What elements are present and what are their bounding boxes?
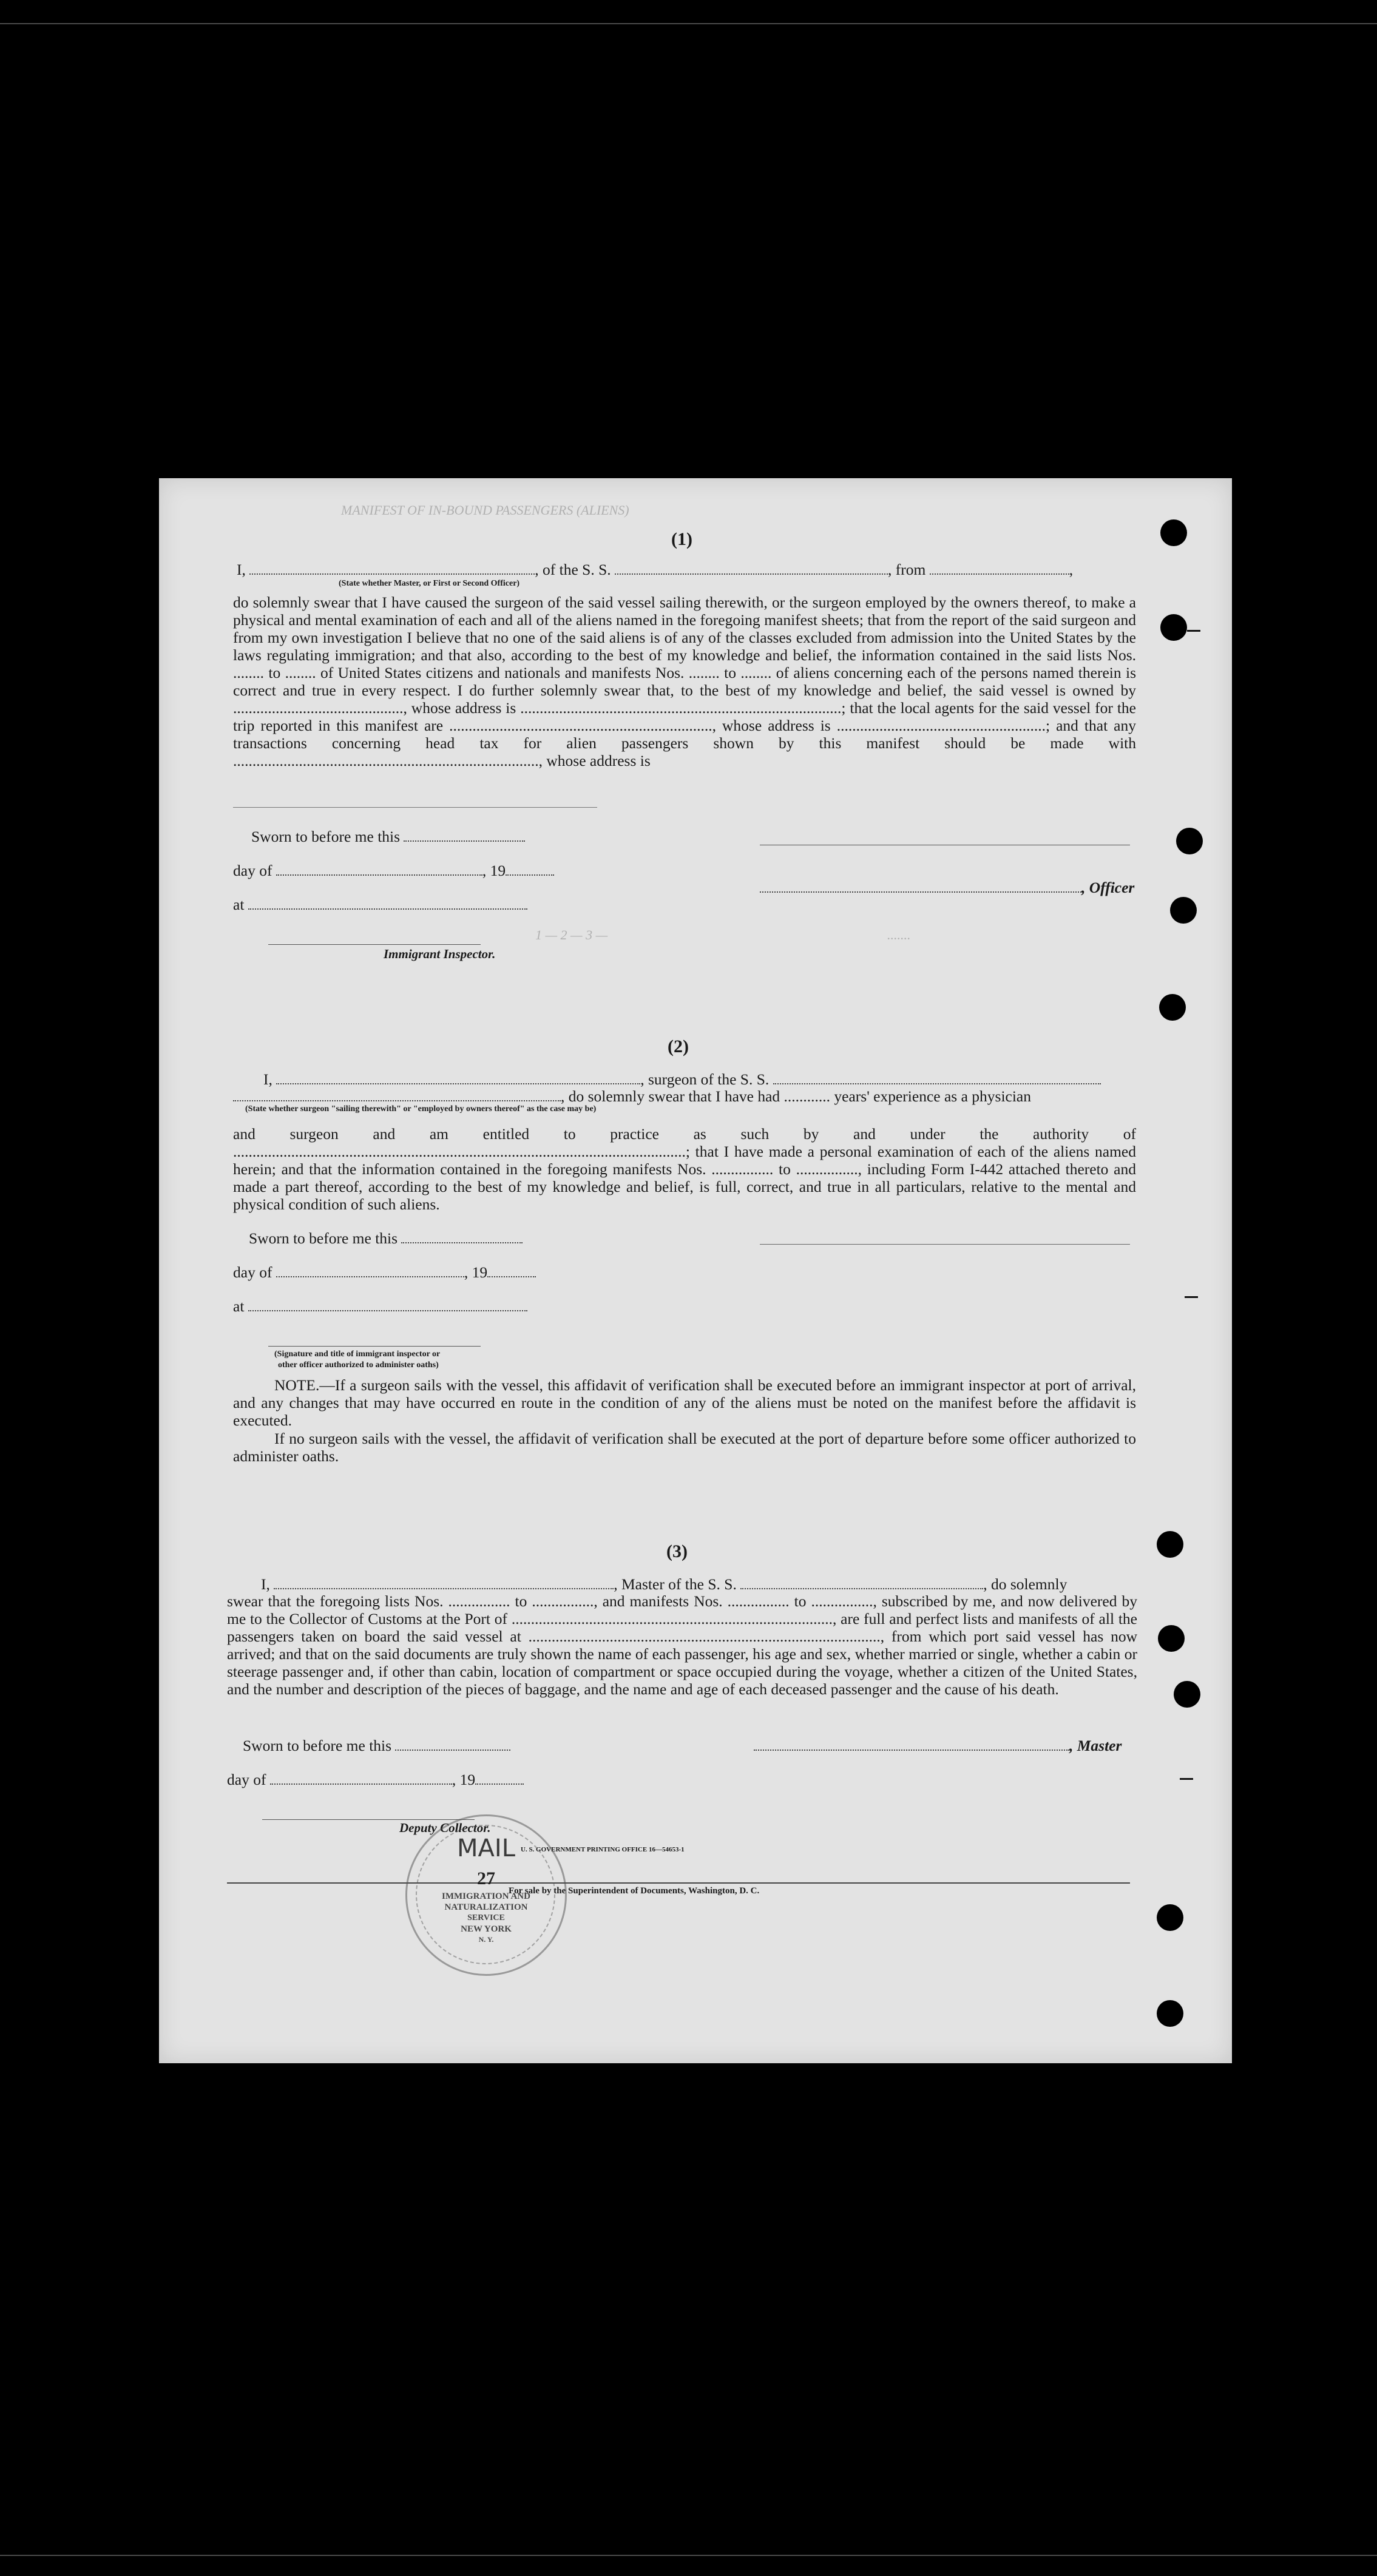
section-3-paragraph: swear that the foregoing lists Nos. ................ to ................, and manifests Nos. ................ to ................, subscribed by me, and now delivered by me to the Collector of Customs at the Port of ..................................................................................., are full and perfect lists and manifests of all the passengers taken on board the said vessel at ..........................................................................................., from which port said vessel has now arrived; and that on the said documents are truly shown the name of each passenger, his age and sex, whether married or single, whether a cabin or steerage passenger and, if other than cabin, location of compartment or space occupied during the voyage, whether a citizen of the United States, and the number and description of the pieces of baggage, and the name and age of each deceased passenger and the cause of his death. bbox=[227, 1592, 1137, 1698]
stamp-mail-text: MAIL bbox=[457, 1834, 515, 1862]
immigrant-inspector-label: Immigrant Inspector. bbox=[384, 947, 496, 961]
section-1-at: at bbox=[233, 896, 527, 914]
margin-tick bbox=[1185, 1296, 1198, 1298]
binder-hole bbox=[1157, 1904, 1183, 1931]
binder-hole bbox=[1176, 828, 1203, 854]
bleed-through-text: ....... bbox=[887, 927, 911, 942]
stamp-line-4: NEW YORK bbox=[461, 1924, 512, 1934]
section-1-officer: , Officer bbox=[760, 879, 1134, 897]
rule bbox=[233, 807, 597, 808]
section-2-at: at bbox=[233, 1297, 527, 1316]
stamp-line-5: N. Y. bbox=[478, 1935, 494, 1944]
document-page bbox=[159, 478, 1232, 2063]
for-sale-line: For sale by the Superintendent of Documents, Washington, D. C. bbox=[509, 1886, 760, 1896]
signature-caption-2: other officer authorized to administer oaths) bbox=[278, 1361, 439, 1370]
signature-line bbox=[268, 1346, 481, 1347]
margin-tick bbox=[1187, 630, 1200, 632]
immigration-mail-stamp bbox=[405, 1814, 567, 1976]
section-3-day-of: day of , 19 bbox=[227, 1771, 524, 1789]
section-1-oath-line: I, , of the S. S. , from , bbox=[237, 561, 1074, 578]
footer-rule bbox=[227, 1882, 1130, 1884]
stamp-day: 27 bbox=[477, 1868, 495, 1888]
section-1-paragraph: do solemnly swear that I have caused the surgeon of the said vessel sailing therewith, or the surgeon employed by the owners thereof, to make a physical and mental examination of each and all of the aliens named in the foregoing manifest sheets; that from the report of the said surgeon and from my own investigation I believe that no one of the said aliens is of any of the classes excluded from admission into the United States by the laws regulating immigration; and that also, according to the best of my knowledge and belief, the information contained in the said lists Nos. ........ to ........ of United States citizens and nationals and manifests Nos. ........ to ........ of aliens concerning each of the persons named therein is correct and true in every respect. I do further solemnly swear that, to the best of my knowledge and belief, the said vessel is owned by ............................................, whose address is ...................................................................................; that the local agents for the said vessel for the trip reported in this manifest are ...................................................................., whose address is ......................................................; and that any transactions concerning head tax for alien passengers shown by this manifest should be made with ..............................................................................., whose address is bbox=[233, 593, 1136, 769]
stamp-line-1: IMMIGRATION AND bbox=[442, 1891, 530, 1901]
binder-hole bbox=[1157, 1531, 1183, 1558]
top-border-line bbox=[0, 23, 1377, 24]
bleed-through-text: 1 — 2 — 3 — bbox=[535, 927, 608, 942]
section-1-number: (1) bbox=[671, 529, 692, 549]
section-2-note: NOTE.—If a surgeon sails with the vessel, this affidavit of verification shall be executed before an immigrant inspector at port of arrival, and any changes that may have occurred en route in the condition of any of the aliens must be noted on the manifest before the affidavit is executed. bbox=[233, 1376, 1136, 1429]
stamp-line-3: SERVICE bbox=[467, 1913, 505, 1922]
section-3-number: (3) bbox=[666, 1541, 688, 1561]
section-2-oath-line: I, , surgeon of the S. S. bbox=[263, 1070, 1101, 1089]
signature-line bbox=[262, 1819, 475, 1820]
stamp-line-2: NATURALIZATION bbox=[444, 1902, 528, 1912]
section-2-caption: (State whether surgeon "sailing therewith" or "employed by owners thereof" as the case may be) bbox=[245, 1104, 597, 1114]
section-1-sworn: Sworn to before me this bbox=[251, 828, 525, 846]
binder-hole bbox=[1157, 2000, 1183, 2027]
section-3-oath-line: I, , Master of the S. S. , do solemnly bbox=[261, 1575, 1067, 1593]
section-2-experience-line: , do solemnly swear that I have had ............ years' experience as a physician bbox=[233, 1087, 1031, 1106]
bleed-through-text: MANIFEST OF IN-BOUND PASSENGERS (ALIENS) bbox=[341, 502, 629, 518]
section-2-sworn: Sworn to before me this bbox=[249, 1229, 523, 1248]
section-1-caption: (State whether Master, or First or Second Officer) bbox=[339, 579, 520, 588]
section-2-number: (2) bbox=[668, 1036, 689, 1056]
binder-hole bbox=[1170, 897, 1197, 924]
section-3-sworn: Sworn to before me this bbox=[243, 1737, 510, 1755]
binder-hole bbox=[1159, 994, 1186, 1021]
section-2-note-2: If no surgeon sails with the vessel, the affidavit of verification shall be executed at the port of departure before some officer authorized to administer oaths. bbox=[233, 1430, 1136, 1465]
binder-hole bbox=[1174, 1681, 1200, 1708]
signature-caption-1: (Signature and title of immigrant inspector or bbox=[274, 1350, 441, 1359]
binder-hole bbox=[1160, 519, 1187, 546]
margin-tick bbox=[1180, 1778, 1193, 1780]
printing-office-line: U. S. GOVERNMENT PRINTING OFFICE 16—54653-1 bbox=[521, 1846, 685, 1853]
bottom-border-line bbox=[0, 2555, 1377, 2556]
binder-hole bbox=[1158, 1625, 1185, 1652]
section-3-master: , Master bbox=[754, 1737, 1122, 1755]
binder-hole bbox=[1160, 614, 1187, 641]
signature-line bbox=[268, 944, 481, 945]
section-2-paragraph: and surgeon and am entitled to practice as such by and under the authority of .....................................................................................................................; that I have made a personal examination of each of the aliens named herein; and that the information contained in the foregoing manifests Nos. ................ to ................, including Form I-442 attached thereto and made a part thereof, according to the best of my knowledge and belief, is full, correct, and true in all particulars, relative to the mental and physical condition of such aliens. bbox=[233, 1125, 1136, 1213]
signature-line bbox=[760, 1244, 1130, 1245]
section-1-day-of: day of , 19 bbox=[233, 862, 554, 880]
section-2-day-of: day of , 19 bbox=[233, 1263, 536, 1282]
deputy-collector-label: Deputy Collector. bbox=[399, 1820, 491, 1835]
